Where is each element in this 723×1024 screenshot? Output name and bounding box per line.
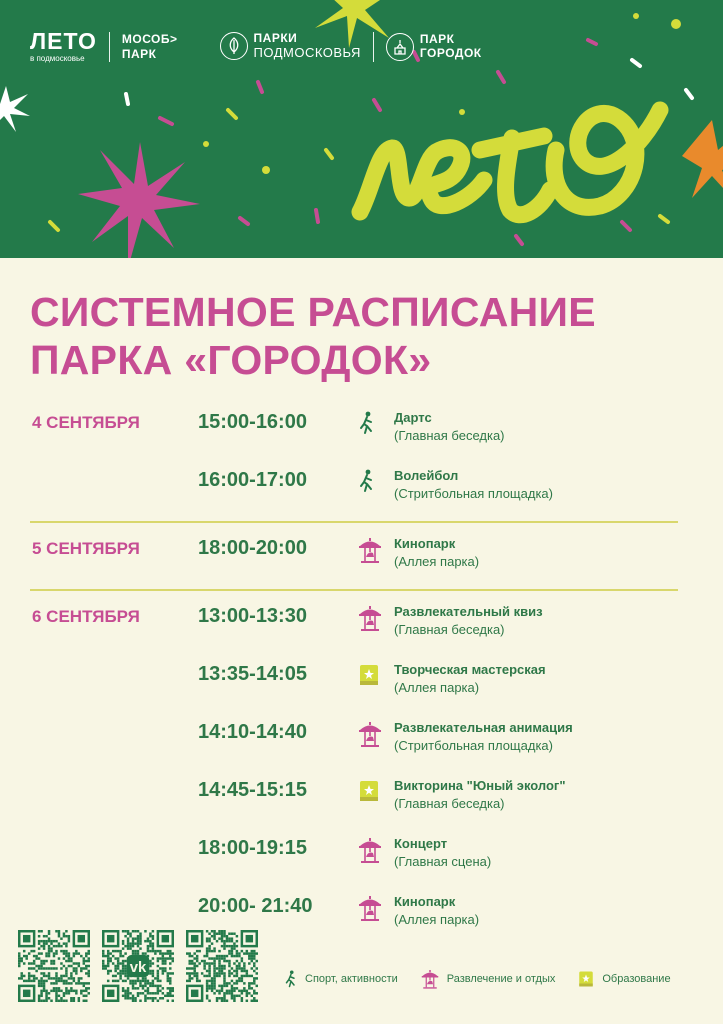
sport-icon xyxy=(284,970,298,988)
page-title-line1: СИСТЕМНОЕ РАСПИСАНИЕ xyxy=(30,289,596,335)
qr-codes xyxy=(18,930,258,1002)
legend-item xyxy=(418,966,556,992)
schedule-list xyxy=(30,405,678,947)
event-time: 20:00- 21:40 xyxy=(198,895,313,917)
carousel-icon xyxy=(358,605,382,631)
event-time: 18:00-19:15 xyxy=(198,837,307,859)
day-block xyxy=(30,405,678,521)
event-name: Развлекательный квиз xyxy=(394,604,543,619)
event-time: 13:00-13:30 xyxy=(198,605,307,627)
schedule-event xyxy=(30,531,678,589)
schedule-event xyxy=(30,463,678,521)
event-place: (Аллея парка) xyxy=(394,680,480,695)
qr-code-vk-icon[interactable] xyxy=(102,930,174,1002)
orange-star-icon xyxy=(682,120,723,200)
logo-gorodok-line2: ГОРОДОК xyxy=(419,45,482,60)
page-title xyxy=(30,288,596,384)
sport-icon xyxy=(358,469,382,495)
logo-divider xyxy=(109,32,110,62)
qr-code-icon[interactable] xyxy=(18,930,90,1002)
book-icon xyxy=(578,970,595,988)
event-time: 16:00-17:00 xyxy=(198,469,307,491)
schedule-event xyxy=(30,773,678,831)
book-icon xyxy=(358,779,382,805)
event-details xyxy=(394,835,491,871)
logo-leto-subtext: в подмосковье xyxy=(30,54,85,63)
event-details xyxy=(394,893,479,929)
legend-label: Развлечение и отдых xyxy=(446,973,556,985)
event-place: (Стритбольная площадка) xyxy=(394,738,553,753)
event-name: Кинопарк xyxy=(394,894,456,909)
schedule-event xyxy=(30,715,678,773)
event-name: Концерт xyxy=(394,836,448,851)
event-time: 13:35-14:05 xyxy=(198,663,307,685)
schedule-event xyxy=(30,831,678,889)
legend-label: Образование xyxy=(602,973,671,985)
carousel-icon xyxy=(358,721,382,747)
event-place: (Главная беседка) xyxy=(394,428,505,443)
logo-mosobpark-line1: МОСОБ> xyxy=(121,31,178,46)
schedule-event xyxy=(30,405,678,463)
event-name: Дартс xyxy=(394,410,432,425)
legend-item xyxy=(575,967,670,991)
page-title-line2: ПАРКА «ГОРОДОК» xyxy=(30,337,432,383)
event-place: (Главная сцена) xyxy=(394,854,492,869)
event-place: (Аллея парка) xyxy=(394,554,480,569)
event-place: (Аллея парка) xyxy=(394,912,480,927)
event-details xyxy=(394,535,479,571)
event-details xyxy=(394,661,546,697)
schedule-event xyxy=(30,657,678,715)
event-time: 18:00-20:00 xyxy=(198,537,307,559)
carousel-icon xyxy=(358,895,382,921)
logo-mosobpark xyxy=(122,32,178,62)
logo-parki-podmoskovya xyxy=(220,32,361,61)
day-date: 5 СЕНТЯБРЯ xyxy=(32,539,140,558)
pink-star-icon xyxy=(78,142,200,258)
logo-leto xyxy=(30,30,97,63)
logo-mosobpark-line2: ПАРК xyxy=(121,46,157,61)
carousel-icon xyxy=(421,969,439,989)
icon-legend xyxy=(282,966,671,992)
carousel-icon xyxy=(358,837,382,863)
logo-parki-line1: ПАРКИ xyxy=(253,31,298,46)
sport-icon xyxy=(358,411,382,437)
header-banner xyxy=(0,0,723,258)
event-time: 14:10-14:40 xyxy=(198,721,307,743)
event-time: 14:45-15:15 xyxy=(198,779,307,801)
day-block xyxy=(30,599,678,947)
event-time: 15:00-16:00 xyxy=(198,411,307,433)
event-name: Викторина "Юный эколог" xyxy=(394,778,566,793)
day-date: 4 СЕНТЯБРЯ xyxy=(32,413,140,432)
event-place: (Главная беседка) xyxy=(394,796,505,811)
qr-code-icon[interactable] xyxy=(186,930,258,1002)
event-place: (Главная беседка) xyxy=(394,622,505,637)
event-place: (Стритбольная площадка) xyxy=(394,486,553,501)
event-details xyxy=(394,409,505,445)
legend-item xyxy=(282,967,398,991)
partner-logos xyxy=(30,30,482,63)
church-icon xyxy=(386,33,414,61)
day-block xyxy=(30,531,678,589)
event-details xyxy=(394,603,543,639)
logo-divider xyxy=(373,32,374,62)
logo-parki-line2: ПОДМОСКОВЬЯ xyxy=(253,44,361,60)
event-name: Развлекательная анимация xyxy=(394,720,573,735)
book-icon xyxy=(358,663,382,689)
white-star-icon xyxy=(0,86,30,132)
carousel-icon xyxy=(358,537,382,563)
event-details xyxy=(394,467,553,503)
leaf-icon xyxy=(220,32,248,60)
logo-park-gorodok xyxy=(386,33,482,61)
logo-leto-text: ЛЕТО xyxy=(30,28,97,54)
event-name: Кинопарк xyxy=(394,536,456,551)
svg-text:vk: vk xyxy=(129,960,147,977)
event-details xyxy=(394,719,573,755)
legend-label: Спорт, активности xyxy=(305,973,398,985)
event-name: Творческая мастерская xyxy=(394,662,546,677)
logo-gorodok-line1: ПАРК xyxy=(419,31,455,46)
day-date: 6 СЕНТЯБРЯ xyxy=(32,607,140,626)
event-details xyxy=(394,777,566,813)
schedule-event xyxy=(30,599,678,657)
script-leto-lettering xyxy=(360,110,660,215)
day-separator xyxy=(30,521,678,523)
event-name: Волейбол xyxy=(394,468,459,483)
day-separator xyxy=(30,589,678,591)
